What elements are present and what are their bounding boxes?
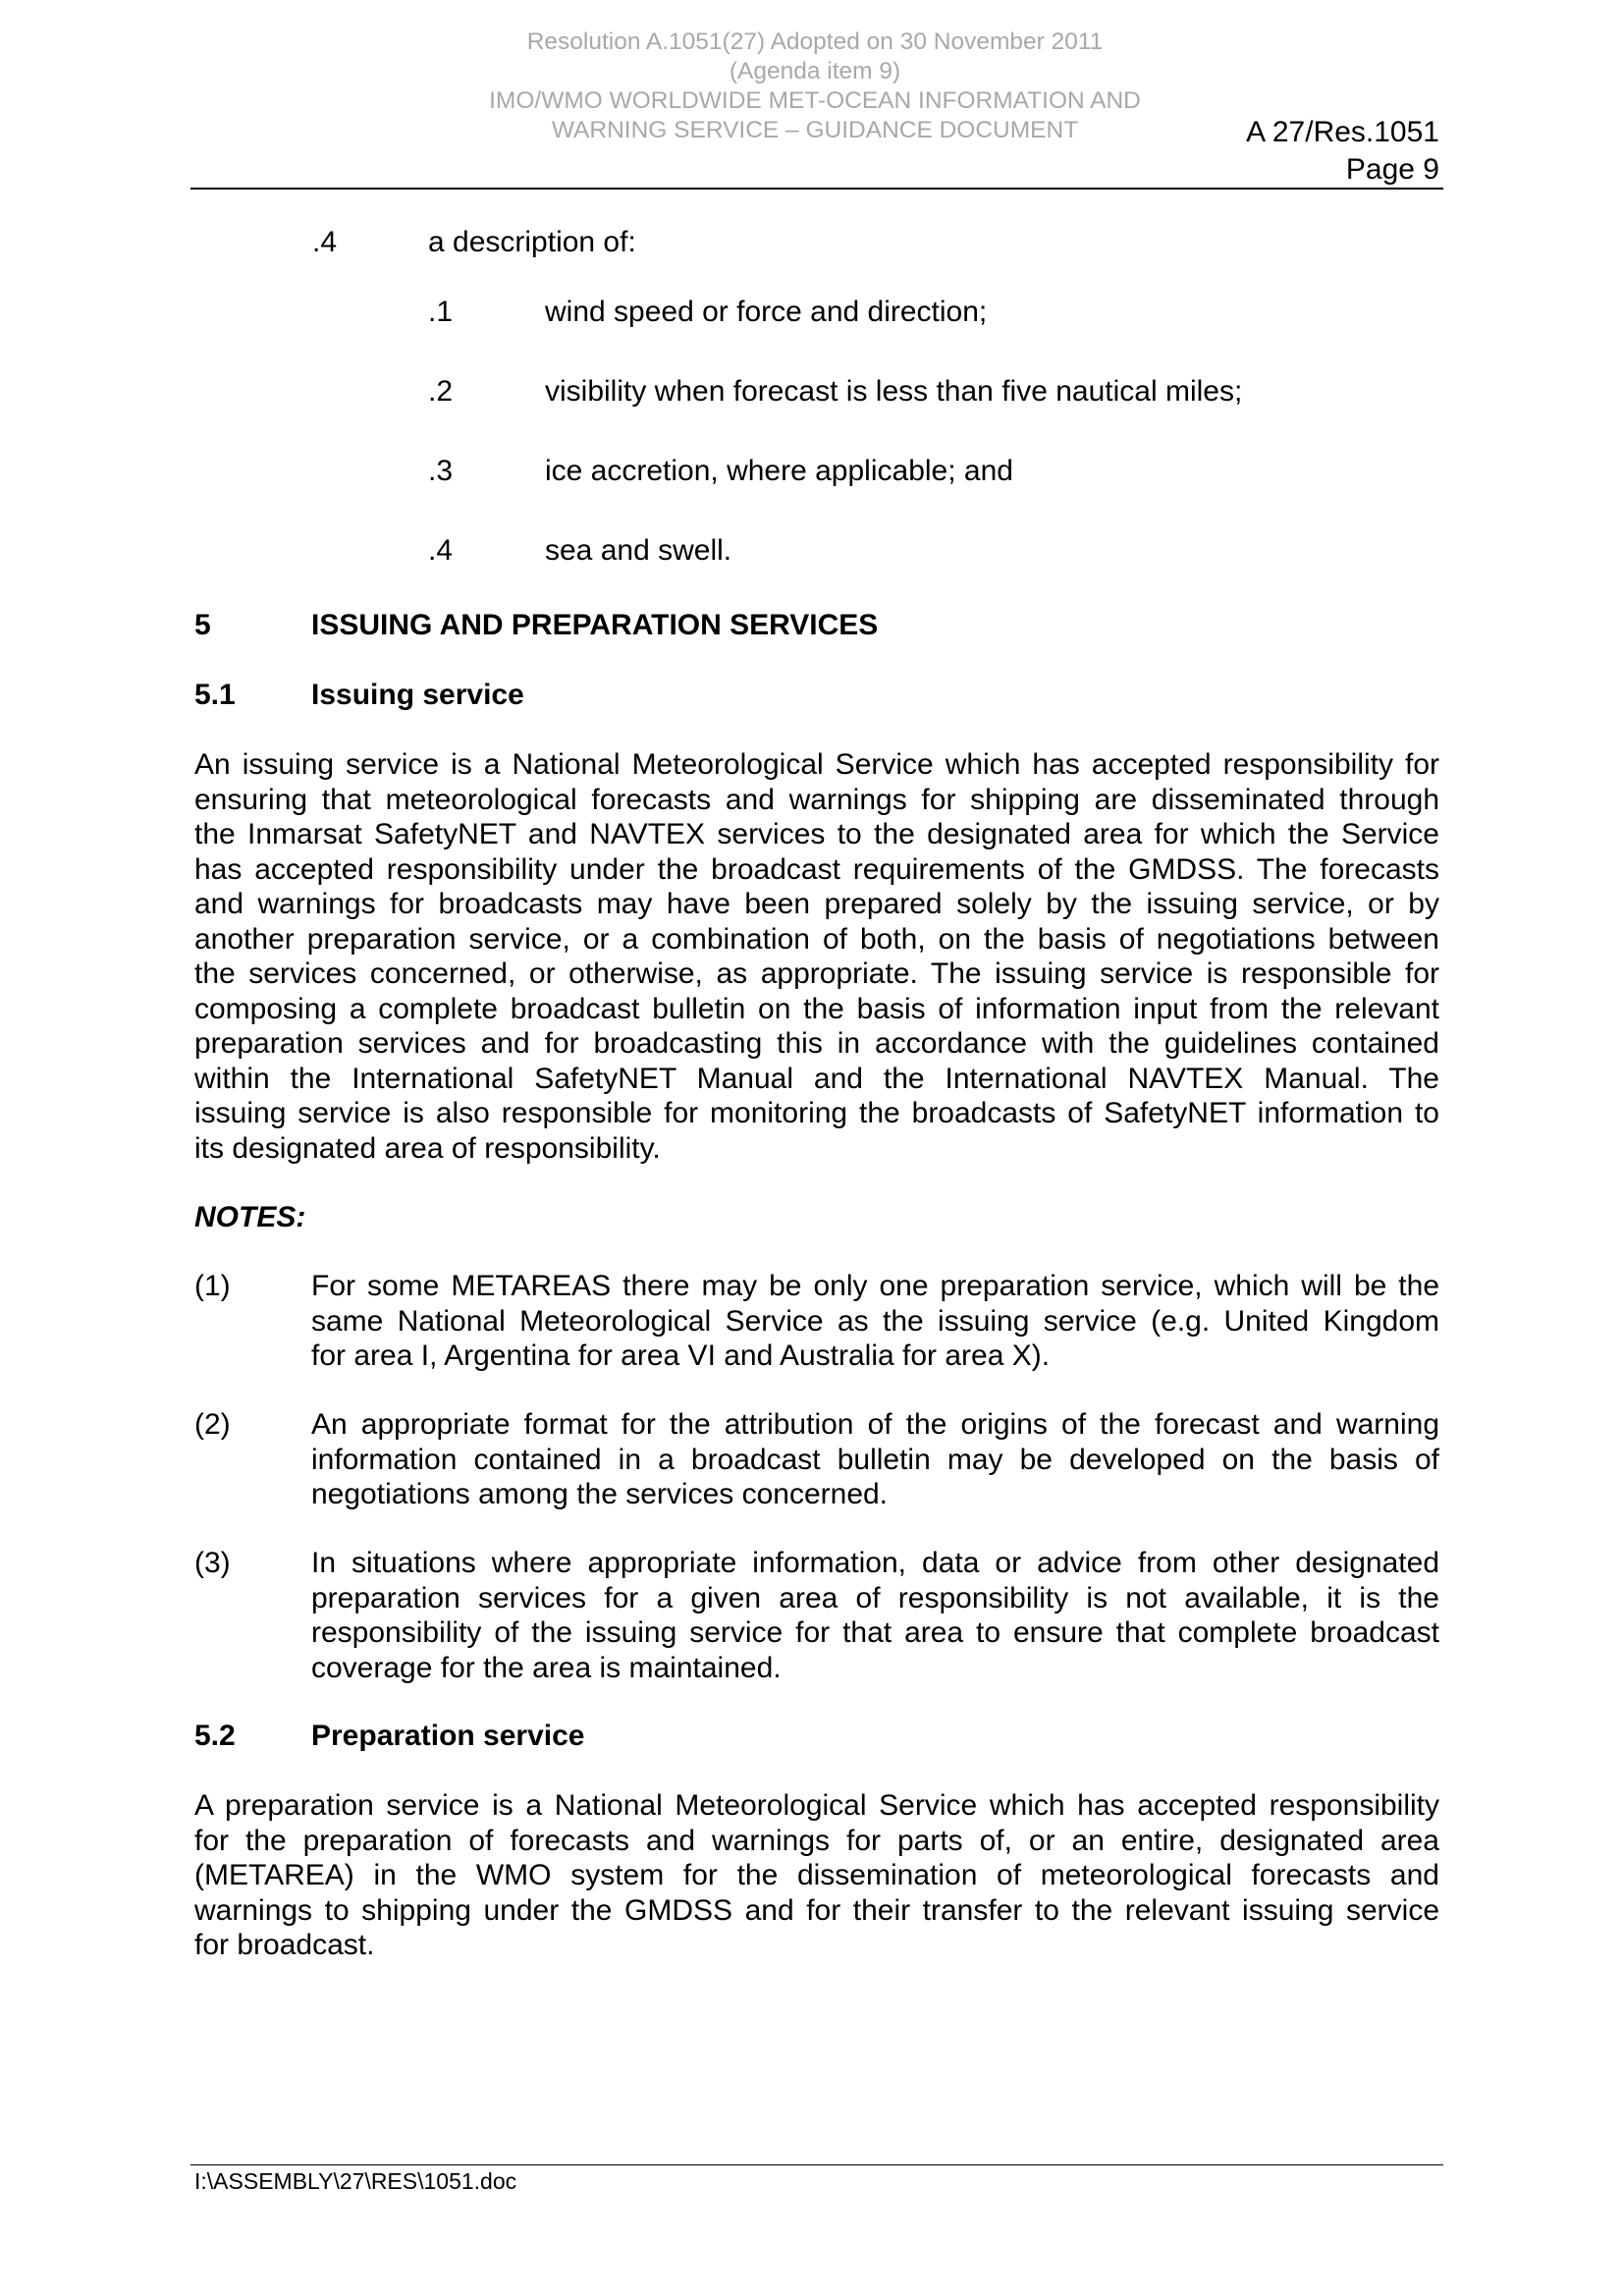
paragraph-line: for the preparation of forecasts and warnings for parts of, or an entire, designated area <box>194 1824 1439 1857</box>
paragraph-line: for broadcast. <box>194 1929 375 1961</box>
note-line: preparation services for a given area of responsibility is not available, it is the <box>311 1581 1439 1614</box>
paragraph-line: warnings to shipping under the GMDSS and for their transfer to the relevant issuing service <box>194 1893 1439 1927</box>
subitem-text: wind speed or force and direction; <box>545 296 988 328</box>
subitem-text: sea and swell. <box>545 534 732 567</box>
doc-number: A 27/Res.1051 <box>1246 116 1439 148</box>
paragraph-line: (METAREA) in the WMO system for the dissemination of meteorological forecasts and <box>194 1859 1439 1891</box>
issuing-service-paragraph <box>194 747 1439 1166</box>
notes-heading: NOTES: <box>194 1201 306 1233</box>
subsection-number: 5.1 <box>194 679 236 711</box>
subsection-heading: Preparation service <box>311 1720 585 1752</box>
paragraph-line: has accepted responsibility under the broadcast requirements of the GMDSS. The forecasts <box>194 852 1439 886</box>
note-line: information contained in a broadcast bulletin may be developed on the basis of <box>311 1443 1439 1476</box>
note-line: In situations where appropriate information, data or advice from other designated <box>311 1547 1439 1579</box>
page-number: Page 9 <box>1345 153 1439 186</box>
header-line: WARNING SERVICE – GUIDANCE DOCUMENT <box>551 117 1079 143</box>
section-heading: ISSUING AND PREPARATION SERVICES <box>311 609 879 641</box>
subitem-number: .1 <box>428 296 454 328</box>
note-line: An appropriate format for the attribution of the origins of the forecast and warning <box>311 1408 1439 1441</box>
header-line: IMO/WMO WORLDWIDE MET-OCEAN INFORMATION AND <box>489 87 1141 114</box>
paragraph-line: its designated area of responsibility. <box>194 1131 661 1165</box>
note-number: (3) <box>194 1547 231 1579</box>
paragraph-line: ensuring that meteorological forecasts and warnings for shipping are disseminated through <box>194 783 1439 816</box>
paragraph-line: issuing service is also responsible for monitoring the broadcasts of SafetyNET information to <box>194 1097 1439 1129</box>
subsection-number: 5.2 <box>194 1720 236 1752</box>
item-text: a description of: <box>428 226 636 258</box>
note-text <box>311 1546 1439 1685</box>
subitem-text: ice accretion, where applicable; and <box>545 455 1013 487</box>
subitem-number: .3 <box>428 455 454 487</box>
note-line: for area I, Argentina for area VI and Australia for area X). <box>311 1339 1051 1372</box>
subitem-number: .4 <box>428 534 454 567</box>
note-line: coverage for the area is maintained. <box>311 1651 782 1684</box>
header-doc-ref <box>1246 114 1439 189</box>
note-line: negotiations among the services concerned. <box>311 1478 889 1510</box>
header-line: (Agenda item 9) <box>729 58 901 84</box>
note-number: (1) <box>194 1270 231 1302</box>
note-number: (2) <box>194 1408 231 1441</box>
header-divider <box>190 188 1443 190</box>
header-resolution-info <box>422 27 1208 145</box>
note-text <box>311 1407 1439 1512</box>
footer-divider <box>190 2164 1443 2165</box>
footer-file-path: I:\ASSEMBLY\27\RES\1051.doc <box>194 2168 517 2194</box>
section-number: 5 <box>194 609 211 641</box>
paragraph-line: within the International SafetyNET Manual and the International NAVTEX Manual. The <box>194 1062 1439 1095</box>
paragraph-line: another preparation service, or a combination of both, on the basis of negotiations between <box>194 922 1439 956</box>
note-line: same National Meteorological Service as the issuing service (e.g. United Kingdom <box>311 1304 1439 1338</box>
preparation-service-paragraph <box>194 1788 1439 1963</box>
header-line: Resolution A.1051(27) Adopted on 30 November 2011 <box>526 28 1104 55</box>
paragraph-line: the services concerned, or otherwise, as appropriate. The issuing service is responsible for <box>194 957 1439 990</box>
subitem-number: .2 <box>428 375 454 408</box>
note-line: For some METAREAS there may be only one preparation service, which will be the <box>311 1270 1439 1302</box>
paragraph-line: composing a complete broadcast bulletin on the basis of information input from the relevant <box>194 992 1439 1025</box>
item-number: .4 <box>312 226 338 258</box>
paragraph-line: and warnings for broadcasts may have been prepared solely by the issuing service, or by <box>194 888 1439 920</box>
paragraph-line: An issuing service is a National Meteorological Service which has accepted responsibility for <box>194 748 1439 781</box>
subsection-heading: Issuing service <box>311 679 524 711</box>
paragraph-line: A preparation service is a National Meteorological Service which has accepted responsibility <box>194 1789 1439 1822</box>
note-line: responsibility of the issuing service for that area to ensure that complete broadcast <box>311 1616 1439 1649</box>
paragraph-line: the Inmarsat SafetyNET and NAVTEX services to the designated area for which the Service <box>194 818 1439 850</box>
subitem-text: visibility when forecast is less than five nautical miles; <box>545 375 1243 408</box>
note-text <box>311 1269 1439 1374</box>
paragraph-line: preparation services and for broadcasting this in accordance with the guidelines contained <box>194 1027 1439 1060</box>
